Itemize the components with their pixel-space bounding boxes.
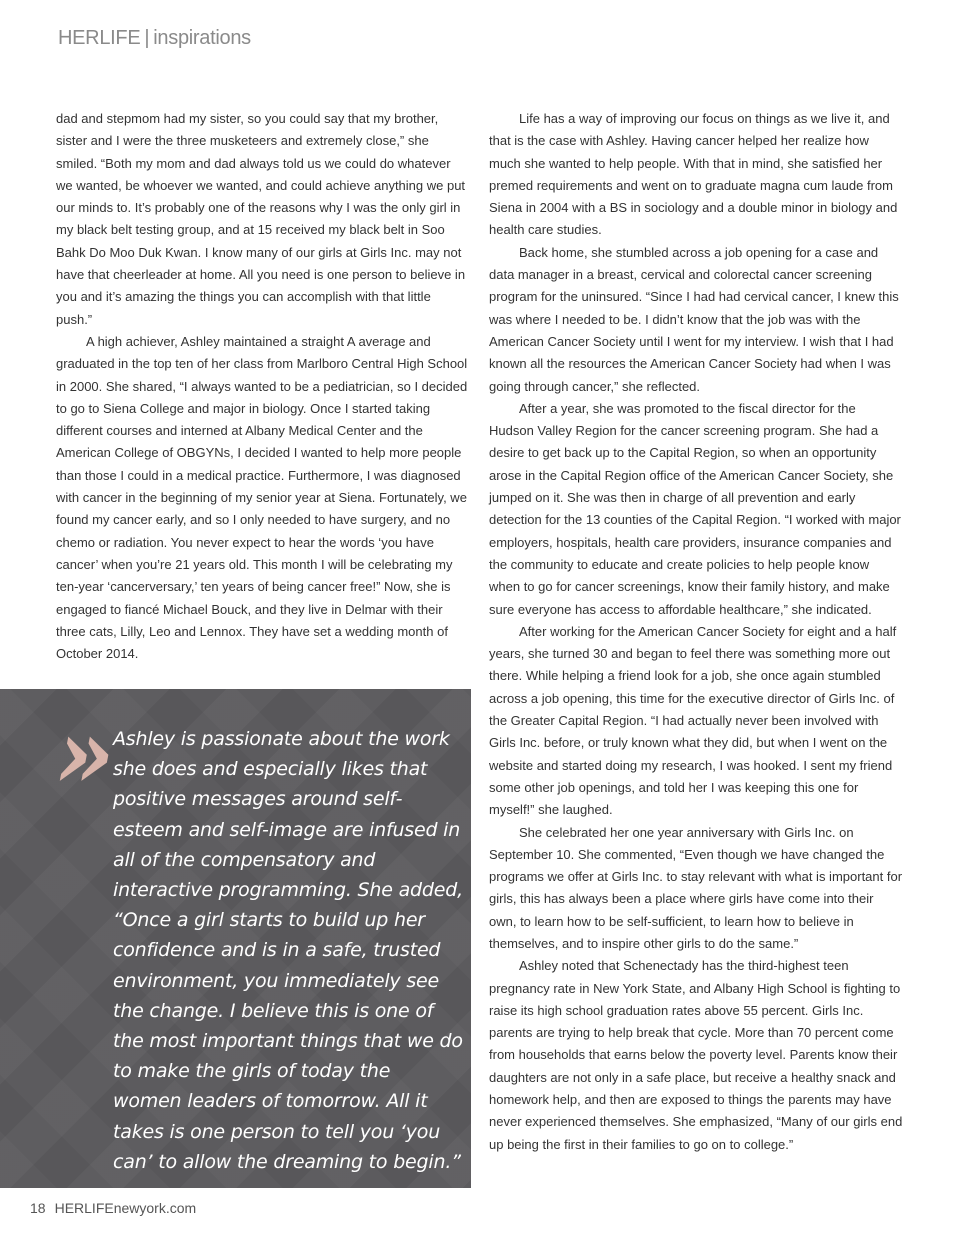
paragraph: After a year, she was promoted to the fiscal director for the Hudson Valley Region for the cancer screening program. She had a desire to get back up to the Capital Region, so when an opportunity arose in the Capital Region office of the American Cancer Society, she jumped on it. She was then in charge of all prevention and early detection for the 13 counties of the Capital Region. “I worked with major employers, hospitals, health care providers, insurance companies and the community to educate and create policies to help people know when to go for cancer screenings, know their family history, and make sure everyone has access to affordable healthcare,” she indicated. xyxy=(489,400,901,617)
running-header xyxy=(58,27,251,50)
paragraph: She celebrated her one year anniversary with Girls Inc. on September 10. She commented, “Even though we have changed the programs we offer at Girls Inc. to stay relevant with what is important for girls, this has always been a place where girls have come into their own, to learn how to be self-sufficient, to learn how to believe in themselves, and to inspire other girls to do the same.” xyxy=(489,824,903,951)
paragraph: Life has a way of improving our focus on things as we live it, and that is the case with Ashley. Having cancer helped her realize how much she wanted to help people. With that in mind, she satisfied her premed requirements and went on to graduate magna cum laude from Siena in 2004 with a BS in sociology and a double minor in biology and health care studies. xyxy=(489,111,898,238)
paragraph: After working for the American Cancer Society for eight and a half years, she turned 30 and began to feel there was something more out there. While helping a friend look for a job, she once again stumbled across a job opening, this time for the executive director of Girls Inc. of the Greater Capital Region. “I had actually never been involved with Girls Inc. before, or truly known what they did, but when I went on the website and started doing my research, I was hooked. I sent my friend some other job openings, and told her I was keeping this one for myself!” she laughed. xyxy=(489,623,897,818)
paragraph: dad and stepmom had my sister, so you could say that my brother, sister and I were the three musketeers and extremely close,” she smiled. “Both my mom and dad always told us we could do whatever we wanted, be whoever we wanted, and could achieve anything we put our minds to. It’s probably one of the reasons why I was the only girl in my black belt testing group, and at 15 received my black belt in Soo Bahk Do Moo Duk Kwan. I know many of our girls at Girls Inc. may not have that cheerleader at home. All you need is one person to believe in you and it’s amazing the things you can accomplish with that little push.” xyxy=(56,111,466,327)
page-number: 18 xyxy=(30,1200,46,1216)
left-text-column xyxy=(56,108,470,665)
right-text-column xyxy=(489,108,903,1156)
paragraph: Back home, she stumbled across a job opening for a case and data manager in a breast, cervical and colorectal cancer screening program for the uninsured. “Since I had had cervical cancer, I knew this was where I needed to be. I didn’t know that the job was with the American Cancer Society until I went for my interview. I wish that I had known all the resources the American Cancer Society had when I was going through cancer,” she reflected. xyxy=(489,244,899,394)
header-separator: | xyxy=(144,27,150,49)
quote-mark-icon: » xyxy=(55,697,115,810)
magazine-brand: HERLIFE xyxy=(58,27,141,49)
paragraph: Ashley noted that Schenectady has the third-highest teen pregnancy rate in New York State, and Albany High School is fighting to raise its high school graduation rates above 55 percent. Girls Inc. parents are trying to help break that cycle. More than 70 percent come from households that earns below the poverty level. Parents know their daughters are not only in a safe place, but receive a healthy snack and homework help, and then are exposed to things the parents may have never experienced themselves. She emphasized, “Many of our girls end up being the first in their families to go on to college.” xyxy=(489,958,903,1152)
pull-quote-text: Ashley is passionate about the work she does and especially likes that positive messages around self-esteem and self-image are infused in all of the compensatory and interactive programming. She added, “Once a girl starts to build up her confidence and is in a safe, trusted environment, you immediately see the change. I believe this is one of the most important things that we do to make the girls of today the women leaders of tomorrow. All it takes is one person to tell you ‘you can’ to allow the dreaming to begin.” xyxy=(113,728,463,1173)
website-link[interactable]: HERLIFEnewyork.com xyxy=(54,1200,197,1216)
page-footer xyxy=(30,1200,196,1216)
section-name: inspirations xyxy=(153,27,251,49)
paragraph: A high achiever, Ashley maintained a straight A average and graduated in the top ten of her class from Marlboro Central High School in 2000. She shared, “I always wanted to be a pediatrician, so I decided to go to Siena College and major in biology. Once I started taking different courses and interned at Albany Medical Center and the American College of OBGYNs, I decided I wanted to help more people than those I could in a medical practice. Furthermore, I was diagnosed with cancer in the beginning of my senior year at Siena. Fortunately, we found my cancer early, and so I only needed to have surgery, and no chemo or radiation. You never expect to hear the words ‘you have cancer’ when you’re 21 years old. This month I will be celebrating my ten-year ‘cancerversary,’ ten years of being cancer free!” Now, she is engaged to fiancé Michael Bouck, and they live in Delmar with their three cats, Lilly, Leo and Lennox. They have set a wedding month of October 2014. xyxy=(56,333,468,662)
